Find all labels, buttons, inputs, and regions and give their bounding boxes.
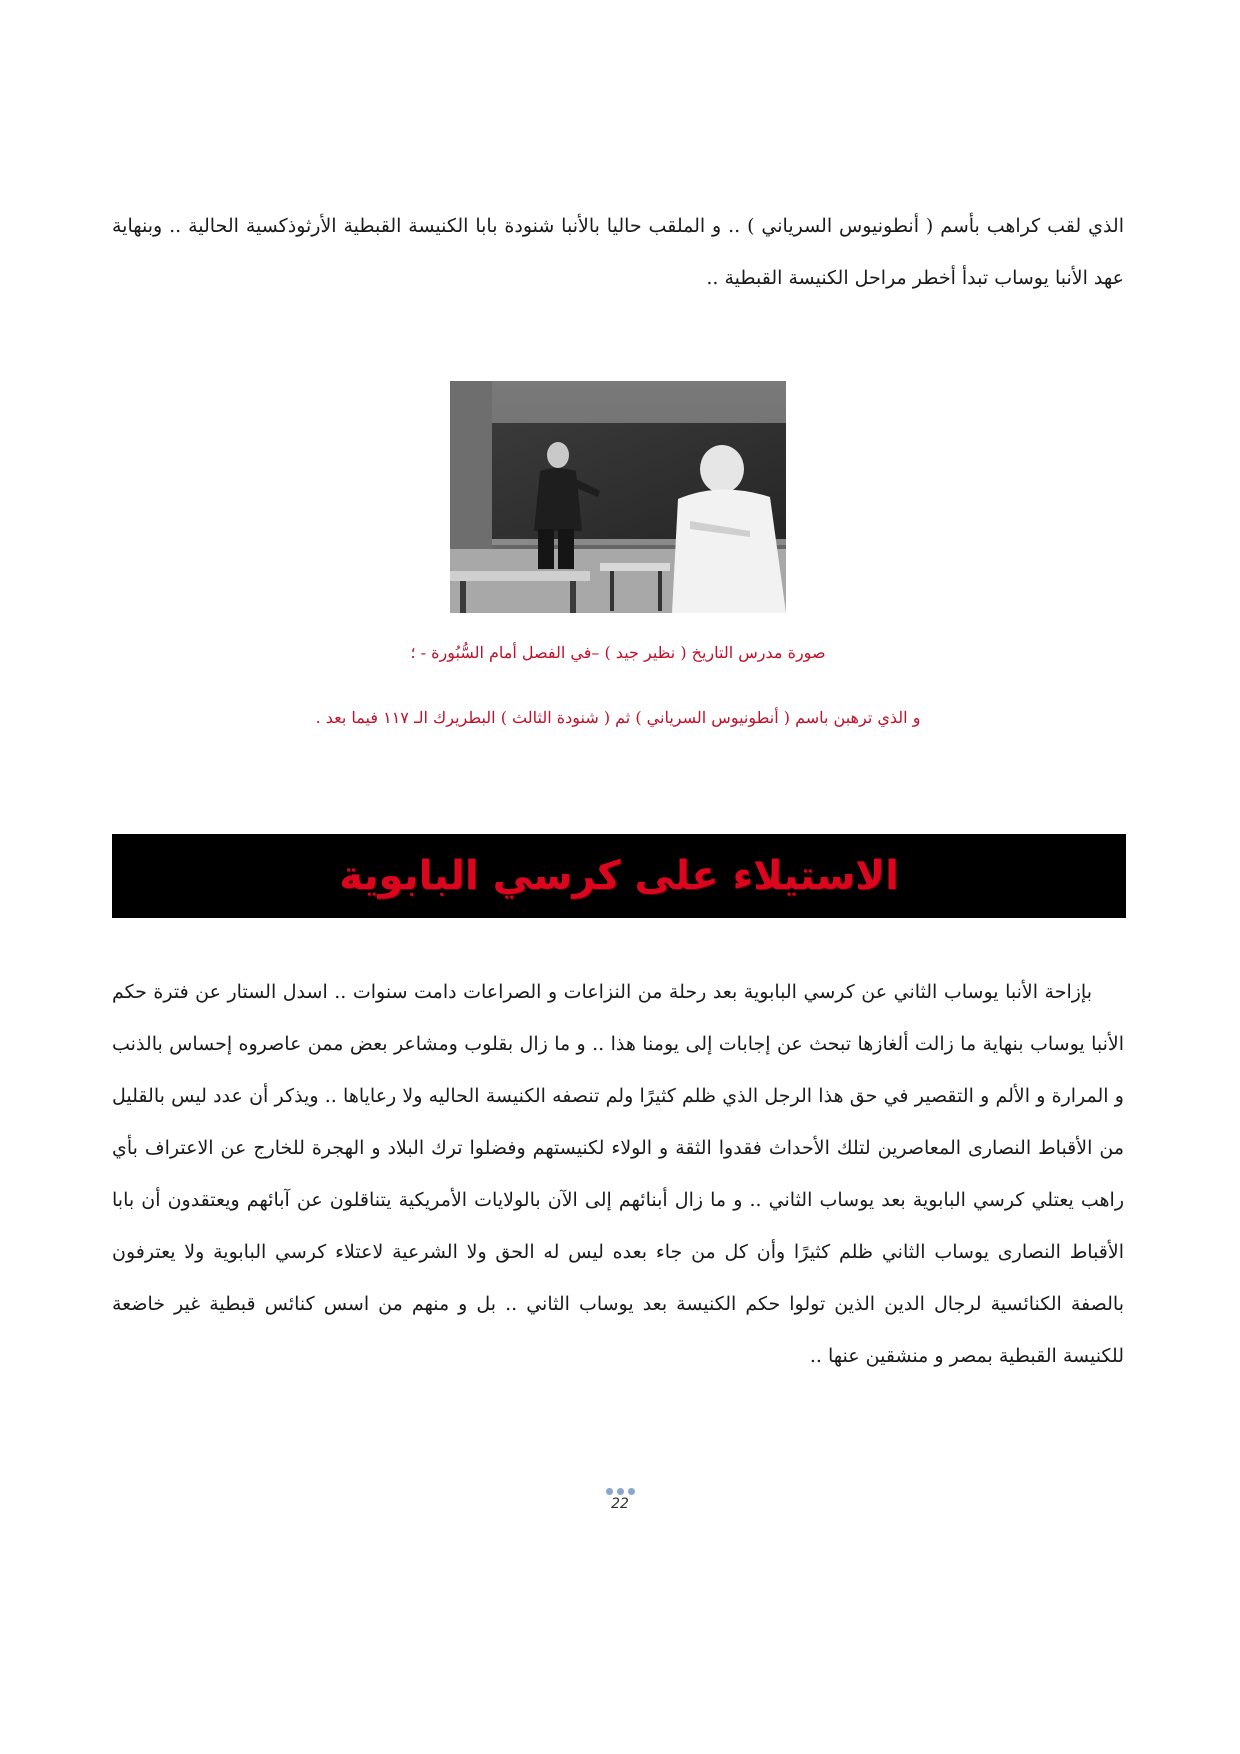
page-number-footer xyxy=(580,1486,660,1512)
page-dots-ornament xyxy=(580,1486,660,1496)
intro-text: الذي لقب كراهب بأسم ( أنطونيوس السرياني ) .. و الملقب حاليا بالأنبا شنودة بابا الكنيسة القبطية الأرثوذكسية الحالية .. وبنهاية عهد الأنبا يوساب تبدأ أخطر مراحل الكنيسة القبطية .. xyxy=(112,215,1124,289)
photo-caption-line-2: و الذي ترهبن باسم ( أنطونيوس السرياني ) ثم ( شنودة الثالث ) البطريرك الـ ١١٧ فيما بعد . xyxy=(315,708,921,727)
page-number: 22 xyxy=(611,1496,629,1512)
photo-caption-line-1: صورة مدرس التاريخ ( نظير جيد ) –في الفصل أمام السُّبُورة - ؛ xyxy=(410,643,826,662)
body-paragraph xyxy=(112,966,1124,1382)
dot-icon xyxy=(606,1488,613,1495)
teacher-photo xyxy=(450,381,786,613)
intro-paragraph xyxy=(112,200,1124,304)
section-title: الاستيلاء على كرسي البابوية xyxy=(339,853,899,899)
classroom-photo-illustration xyxy=(450,381,786,613)
dot-icon xyxy=(617,1488,624,1495)
section-banner xyxy=(112,834,1126,918)
body-text: بإزاحة الأنبا يوساب الثاني عن كرسي البابوية بعد رحلة من النزاعات و الصراعات دامت سنوات .. اسدل الستار عن فترة حكم الأنبا يوساب بنهاية ما زالت ألغازها تبحث عن إجابات إلى يومنا هذا .. و ما زال بقلوب ومشاعر بعض ممن عاصروه إحساس بالذنب و المرارة و الألم و التقصير في حق هذا الرجل الذي ظلم كثيرًا ولم تنصفه الكنيسة الحاليه ولا رعاياها .. ويذكر أن عدد ليس بالقليل من الأقباط النصارى المعاصرين لتلك الأحداث فقدوا الثقة و الولاء لكنيستهم وفضلوا ترك البلاد و الهجرة للخارج عن الاعتراف بأي راهب يعتلي كرسي البابوية بعد يوساب الثاني .. و ما زال أبنائهم إلى الآن بالولايات الأمريكية يتناقلون عن آبائهم ويعتقدون أن بابا الأقباط النصارى يوساب الثاني ظلم كثيرًا وأن كل من جاء بعده ليس له الحق ولا الشرعية لاعتلاء كرسي البابوية ولا يعترفون بالصفة الكنائسية لرجال الدين الذين تولوا حكم الكنيسة بعد يوساب الثاني .. بل و منهم من اسس كنائس قبطية غير خاضعة للكنيسة القبطية بمصر و منشقين عنها .. xyxy=(112,981,1124,1367)
dot-icon xyxy=(628,1488,635,1495)
